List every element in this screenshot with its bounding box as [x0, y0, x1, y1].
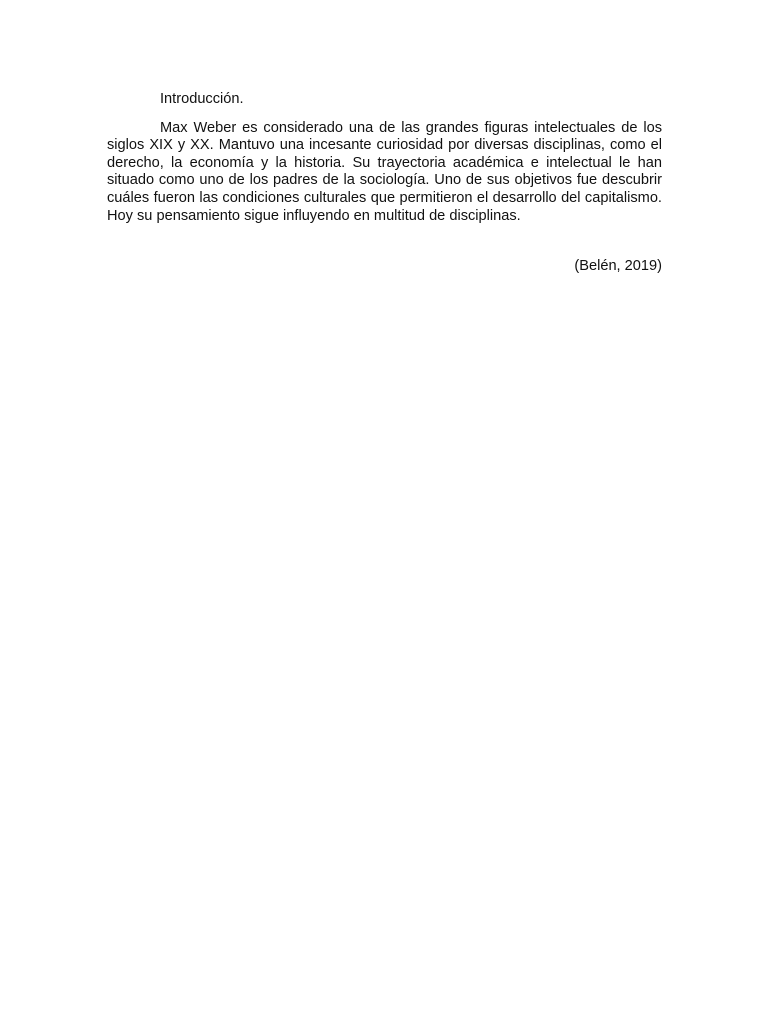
citation: (Belén, 2019)	[574, 258, 662, 275]
document-content	[107, 91, 662, 276]
body-paragraph: Max Weber es considerado una de las grandes figuras intelectuales de los siglos XIX y XX. Mantuvo una incesante curiosidad por diversas disciplinas, como el derecho, la economía y la historia. Su trayectoria académica e intelectual le han situado como uno de los padres de la sociología. Uno de sus objetivos fue descubrir cuáles fueron las condiciones culturales que permitieron el desarrollo del capitalismo. Hoy su pensamiento sigue influyendo en multitud de disciplinas.	[107, 119, 662, 224]
section-heading: Introducción.	[160, 91, 244, 107]
